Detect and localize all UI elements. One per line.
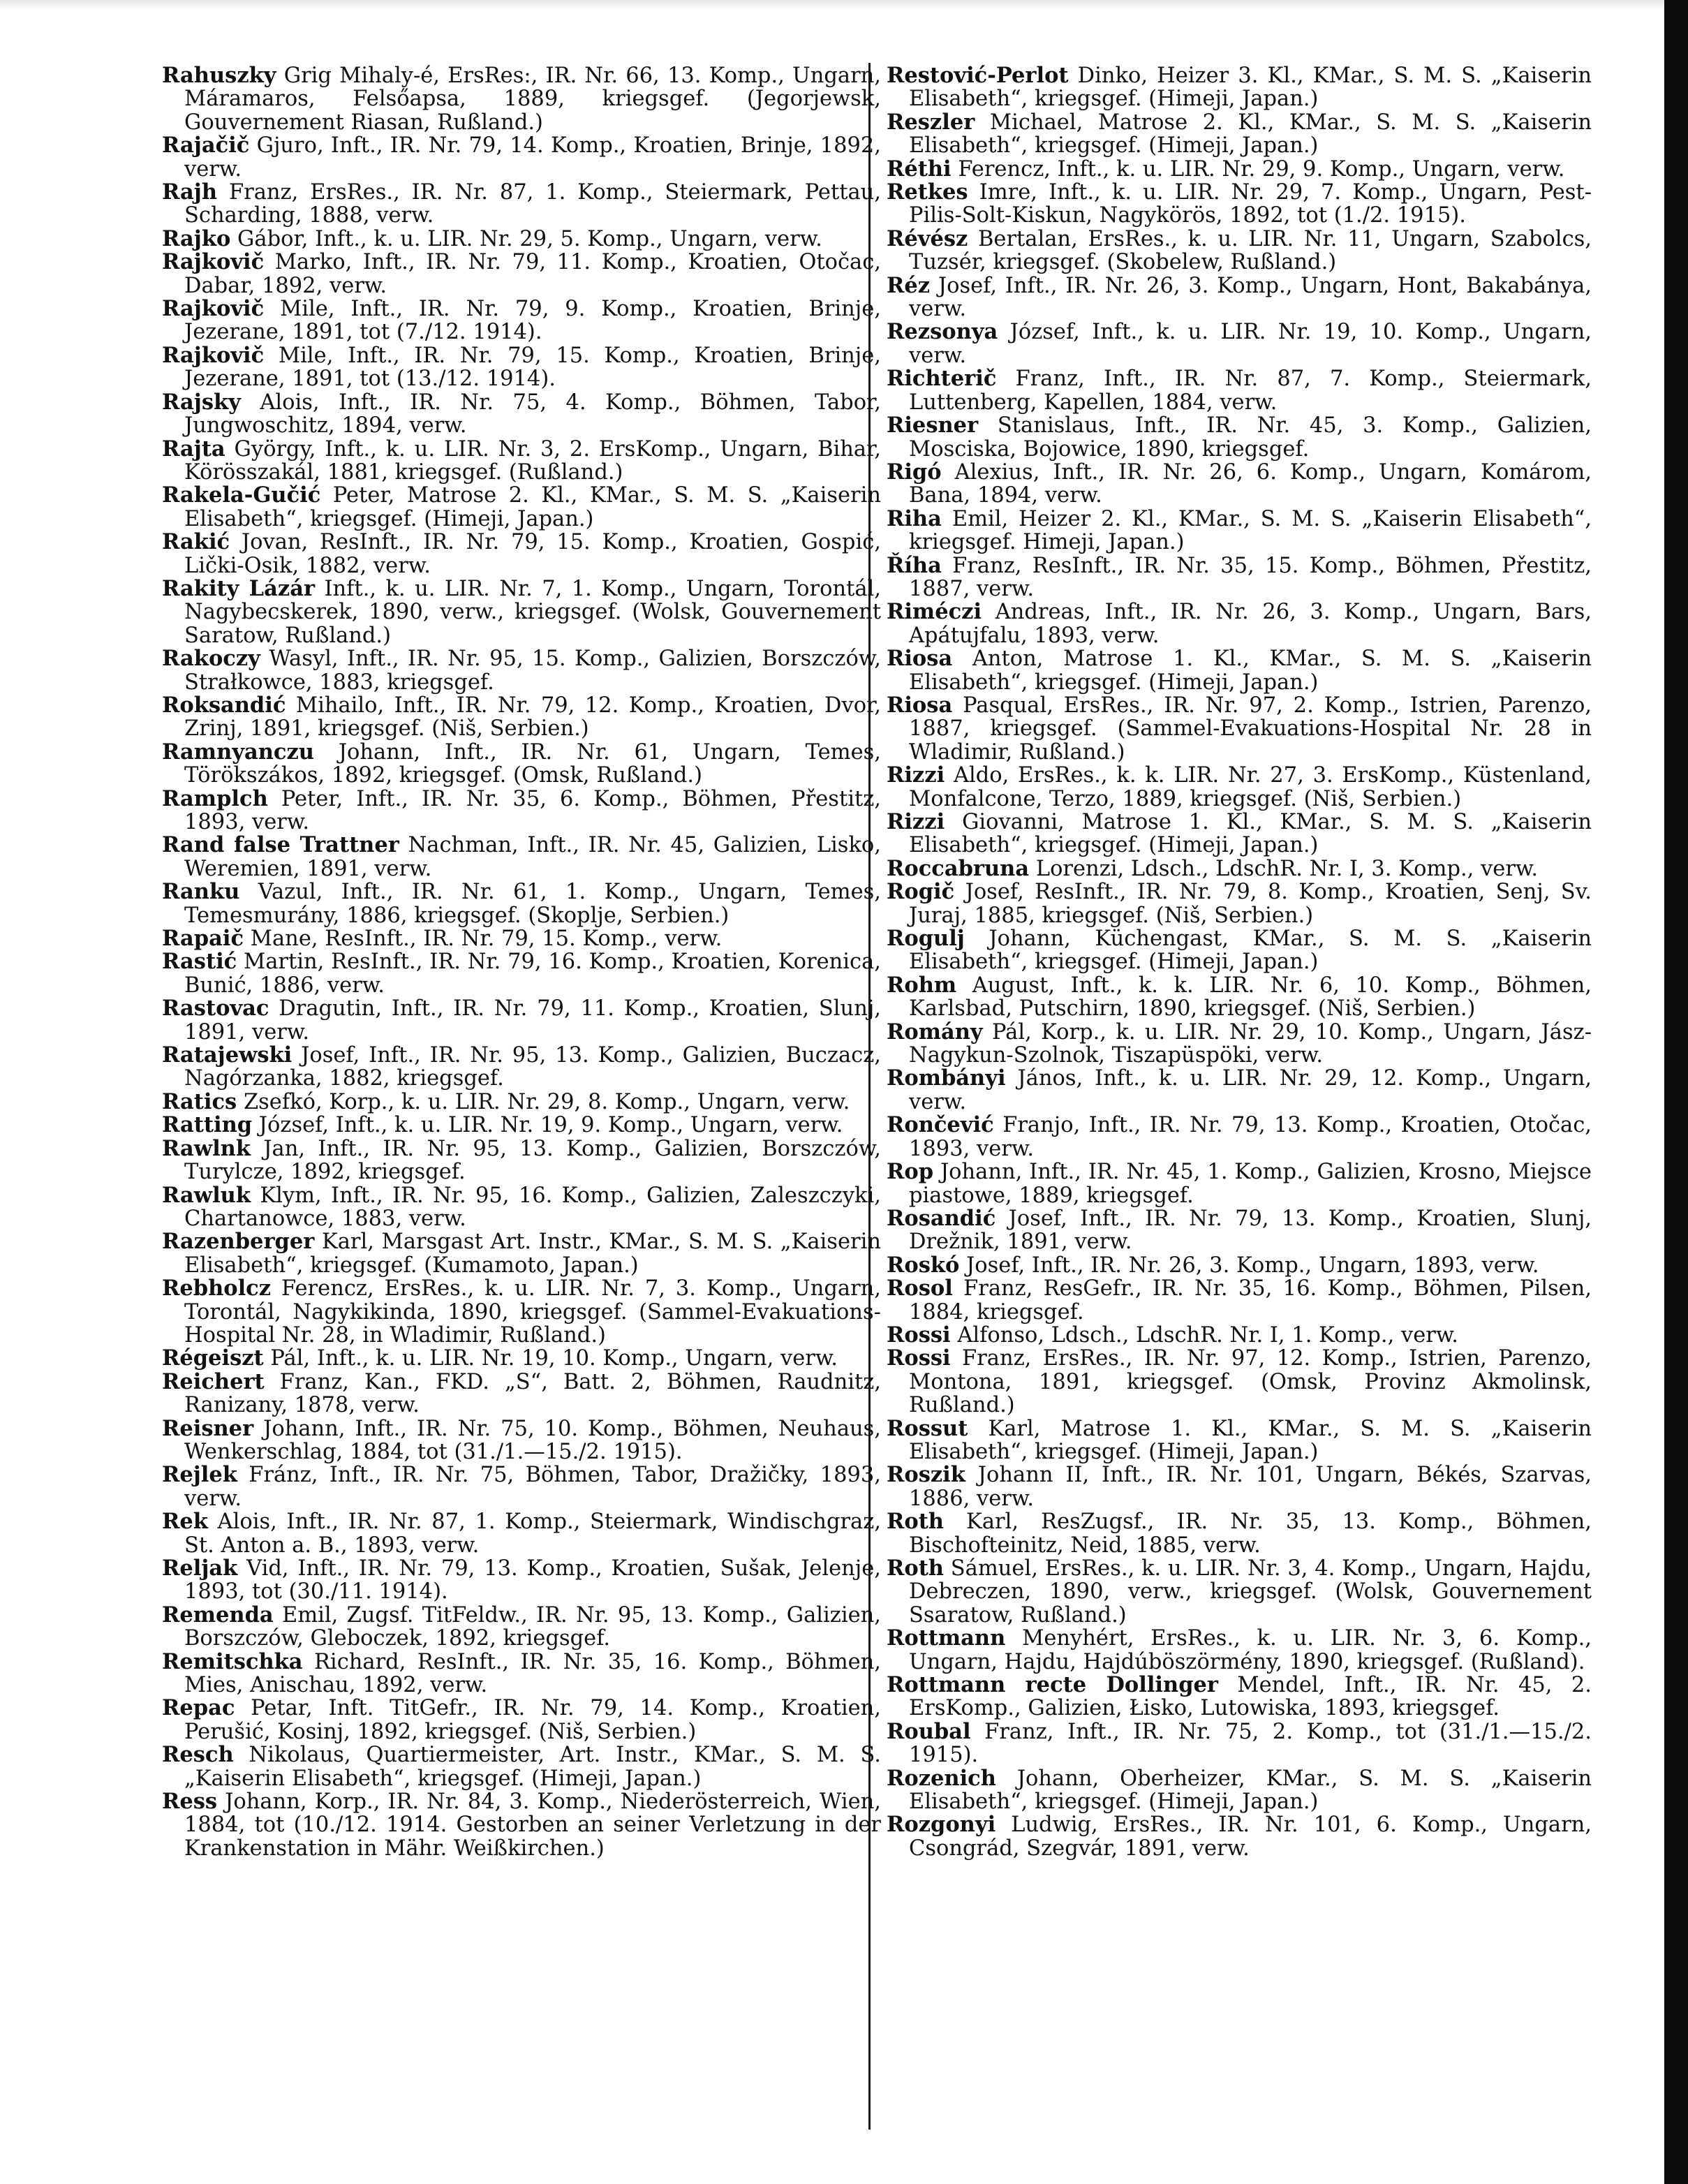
- register-entry: [162, 1790, 881, 1860]
- entry-details: Pál, Inft., k. u. LIR. Nr. 19, 10. Komp., Ungarn, verw.: [270, 1346, 838, 1371]
- register-entry: [162, 1743, 881, 1790]
- entry-details: Mihailo, Inft., IR. Nr. 79, 12. Komp., Kroatien, Dvor, Zrinj, 1891, kriegsgef. (Niš, Serbien.): [184, 693, 881, 741]
- entry-surname: Rapaič: [162, 926, 244, 952]
- entry-details: Jan, Inft., IR. Nr. 95, 13. Komp., Galizien, Borszczów, Turylcze, 1892, kriegsgef.: [184, 1136, 881, 1185]
- entry-surname: Rebholcz: [162, 1276, 272, 1301]
- register-entry: [162, 438, 881, 485]
- entry-surname: Reljak: [162, 1556, 238, 1581]
- register-entry: [887, 1347, 1592, 1417]
- entry-details: Emil, Heizer 2. Kl., KMar., S. M. S. „Kaiserin Elisabeth“, kriegsgef. Himeji, Japan.): [909, 506, 1592, 555]
- register-entry: [887, 974, 1592, 1021]
- register-entry: [887, 1767, 1592, 1814]
- entry-details: Josef, Inft., IR. Nr. 26, 3. Komp., Ungarn, Hont, Bakabánya, verw.: [909, 273, 1592, 322]
- register-entry: [162, 880, 881, 927]
- register-entry: [162, 950, 881, 997]
- register-entry: [887, 1207, 1592, 1254]
- entry-details: Inft., k. u. LIR. Nr. 7, 1. Komp., Ungarn, Torontál, Nagybecskerek, 1890, verw., kriegsgef. (Wolsk, Gouvernement Saratow, Rußland.): [184, 576, 881, 648]
- entry-surname: Rizzi: [887, 762, 945, 788]
- entry-details: Imre, Inft., k. u. LIR. Nr. 29, 7. Komp., Ungarn, Pest-Pilis-Solt-Kiskun, Nagykörös, 1892, tot (1./2. 1915).: [909, 180, 1592, 228]
- entry-surname: Roskó: [887, 1252, 960, 1278]
- entry-surname: Riosa: [887, 692, 953, 718]
- register-entry: [162, 228, 881, 251]
- register-entry: [887, 414, 1592, 461]
- entry-surname: Régeiszt: [162, 1345, 264, 1371]
- entry-details: Klym, Inft., IR. Nr. 95, 16. Komp., Galizien, Zaleszczyki, Chartanowce, 1883, verw.: [184, 1183, 881, 1231]
- entry-details: August, Inft., k. k. LIR. Nr. 6, 10. Komp., Böhmen, Karlsbad, Putschirn, 1890, kriegsgef. (Niš, Serbien.): [909, 973, 1592, 1021]
- entry-surname: Ranku: [162, 879, 240, 905]
- entry-details: Johann II, Inft., IR. Nr. 101, Ungarn, Békés, Szarvas, 1886, verw.: [909, 1463, 1592, 1511]
- entry-surname: Rončević: [887, 1112, 994, 1138]
- entry-surname: Roccabruna: [887, 855, 1030, 881]
- register-entry: [162, 1557, 881, 1604]
- entry-details: Grig Mihaly-é, ErsRes:, IR. Nr. 66, 13. Komp., Ungarn, Máramaros, Felsőapsa, 1889, kriegsgef. (Jegorjewsk, Gouvernement Riasan, Rußland.): [184, 64, 881, 135]
- entry-surname: Rottmann recte Dollinger: [887, 1672, 1218, 1698]
- register-entry: [162, 64, 881, 134]
- entry-details: Emil, Zugsf. TitFeldw., IR. Nr. 95, 13. Komp., Galizien, Borszczów, Gleboczek, 1892, kriegsgef.: [184, 1602, 881, 1651]
- register-entry: [162, 1091, 881, 1114]
- entry-surname: Rakela-Gučić: [162, 482, 321, 508]
- right-column: [887, 64, 1592, 1860]
- entry-details: Menyhért, ErsRes., k. u. LIR. Nr. 3, 6. Komp., Ungarn, Hajdu, Hajdúböszörmény, 1890, kriegsgef. (Rußland).: [909, 1626, 1592, 1674]
- entry-surname: Retkes: [887, 179, 968, 205]
- entry-surname: Romány: [887, 1019, 983, 1045]
- entry-surname: Rogič: [887, 879, 955, 905]
- entry-details: Ferencz, Inft., k. u. LIR. Nr. 29, 9. Komp., Ungarn, verw.: [958, 156, 1565, 182]
- entry-details: Marko, Inft., IR. Nr. 79, 11. Komp., Kroatien, Otočac, Dabar, 1892, verw.: [184, 250, 881, 298]
- entry-surname: Rottmann: [887, 1625, 1006, 1651]
- entry-details: Zsefkó, Korp., k. u. LIR. Nr. 29, 8. Komp., Ungarn, verw.: [243, 1089, 850, 1114]
- register-entry: [162, 1044, 881, 1091]
- register-entry: [162, 181, 881, 228]
- entry-details: Franz, ResInft., IR. Nr. 35, 15. Komp., Böhmen, Přestitz, 1887, verw.: [909, 553, 1592, 601]
- entry-surname: Remenda: [162, 1602, 274, 1628]
- left-column: [162, 64, 881, 1860]
- entry-surname: Rossi: [887, 1345, 951, 1371]
- register-entry: [162, 1510, 881, 1557]
- register-entry: [162, 997, 881, 1044]
- entry-surname: Ratajewski: [162, 1042, 293, 1068]
- register-entry: [887, 1277, 1592, 1324]
- entry-details: Johann, Küchengast, KMar., S. M. S. „Kaiserin Elisabeth“, kriegsgef. (Himeji, Japan.): [909, 927, 1592, 975]
- entry-surname: Rosol: [887, 1276, 953, 1301]
- entry-details: Giovanni, Matrose 1. Kl., KMar., S. M. S. „Kaiserin Elisabeth“, kriegsgef. (Himeji, Japan.): [909, 810, 1592, 858]
- register-entry: [887, 111, 1592, 158]
- entry-surname: Rajkovič: [162, 249, 265, 275]
- entry-surname: Resch: [162, 1742, 234, 1768]
- entry-details: Franz, Kan., FKD. „S“, Batt. 2, Böhmen, Raudnitz, Ranizany, 1878, verw.: [184, 1369, 881, 1418]
- entry-surname: Rek: [162, 1509, 208, 1535]
- entry-surname: Richterič: [887, 366, 997, 392]
- entry-surname: Ramnyanczu: [162, 739, 314, 765]
- entry-surname: Rakity Lázár: [162, 575, 316, 601]
- register-entry: [887, 1254, 1592, 1277]
- register-entry: [887, 554, 1592, 601]
- register-entry: [162, 834, 881, 880]
- entry-details: Ferencz, ErsRes., k. u. LIR. Nr. 7, 3. Komp., Ungarn, Torontál, Nagykikinda, 1890, kriegsgef. (Sammel-Evakuations-Hospital Nr. 28, in Wladimir, Rußland.): [184, 1276, 881, 1348]
- entry-details: Peter, Matrose 2. Kl., KMar., S. M. S. „Kaiserin Elisabeth“, kriegsgef. (Himeji, Japan.): [184, 483, 881, 531]
- entry-details: Karl, Matrose 1. Kl., KMar., S. M. S. „Kaiserin Elisabeth“, kriegsgef. (Himeji, Japan.): [909, 1416, 1592, 1464]
- register-entry: [887, 1324, 1592, 1347]
- entry-details: Karl, Marsgast Art. Instr., KMar., S. M. S. „Kaiserin Elisabeth“, kriegsgef. (Kumamoto, Japan.): [184, 1230, 881, 1278]
- entry-surname: Razenberger: [162, 1229, 315, 1255]
- entry-surname: Ramplch: [162, 785, 268, 811]
- register-entry: [162, 1368, 881, 1418]
- entry-surname: Réz: [887, 272, 931, 298]
- entry-surname: Roth: [887, 1556, 944, 1581]
- register-entry: [887, 274, 1592, 321]
- register-entry: [887, 320, 1592, 367]
- register-entry: [887, 694, 1592, 764]
- entry-surname: Roszik: [887, 1462, 965, 1488]
- register-entry: [887, 927, 1592, 974]
- entry-surname: Rakoczy: [162, 646, 260, 672]
- entry-surname: Rizzi: [887, 809, 945, 834]
- entry-surname: Rawlnk: [162, 1135, 251, 1161]
- register-entry: [162, 694, 881, 741]
- register-entry: [162, 251, 881, 297]
- register-entry: [887, 1627, 1592, 1674]
- register-entry: [887, 647, 1592, 694]
- register-entry: [887, 1067, 1592, 1114]
- entry-details: Andreas, Inft., IR. Nr. 26, 3. Komp., Ungarn, Bars, Apátujfalu, 1893, verw.: [909, 600, 1592, 648]
- register-entry: [887, 461, 1592, 508]
- entry-surname: Rawluk: [162, 1182, 251, 1208]
- entry-surname: Riosa: [887, 646, 953, 672]
- entry-details: Mane, ResInft., IR. Nr. 79, 15. Komp., verw.: [250, 927, 723, 952]
- entry-details: Sámuel, ErsRes., k. u. LIR. Nr. 3, 4. Komp., Ungarn, Hajdu, Debreczen, 1890, verw., kriegsgef. (Wolsk, Gouvernement Ssaratow, Rußland.): [909, 1556, 1592, 1628]
- entry-surname: Rohm: [887, 972, 957, 998]
- register-entry: [887, 1417, 1592, 1464]
- entry-details: Lorenzi, Ldsch., LdschR. Nr. I, 3. Komp., verw.: [1035, 856, 1539, 881]
- register-entry: [162, 531, 881, 577]
- entry-surname: Riha: [887, 506, 942, 531]
- entry-surname: Rand false Trattner: [162, 832, 399, 858]
- entry-details: Franz, Inft., IR. Nr. 87, 7. Komp., Steiermark, Luttenberg, Kapellen, 1884, verw.: [909, 367, 1592, 415]
- register-entry: [162, 741, 881, 788]
- register-entry: [887, 880, 1592, 927]
- register-entry: [887, 1021, 1592, 1068]
- entry-details: Nikolaus, Quartiermeister, Art. Instr., KMar., S. M. S. „Kaiserin Elisabeth“, kriegsgef. (Himeji, Japan.): [184, 1743, 881, 1791]
- register-entry: [887, 1557, 1592, 1627]
- entry-surname: Rozgonyi: [887, 1812, 996, 1838]
- entry-details: Petar, Inft. TitGefr., IR. Nr. 79, 14. Komp., Kroatien, Perušić, Kosinj, 1892, kriegsgef. (Niš, Serbien.): [184, 1696, 881, 1744]
- entry-details: József, Inft., k. u. LIR. Nr. 19, 10. Komp., Ungarn, verw.: [909, 320, 1592, 368]
- entry-details: Alfonso, Ldsch., LdschR. Nr. I, 1. Komp., verw.: [957, 1322, 1459, 1348]
- entry-details: Johann, Korp., IR. Nr. 84, 3. Komp., Niederösterreich, Wien, 1884, tot (10./12. 1914. Gestorben an seiner Verletzung in der Krankenstation in Mähr. Weißkirchen.): [184, 1790, 881, 1861]
- register-entry: [887, 1160, 1592, 1207]
- entry-details: Stanislaus, Inft., IR. Nr. 45, 3. Komp., Galizien, Mosciska, Bojowice, 1890, kriegsgef.: [909, 413, 1592, 462]
- entry-details: Alois, Inft., IR. Nr. 75, 4. Komp., Böhmen, Tabor, Jungwoschitz, 1894, verw.: [184, 390, 881, 438]
- entry-surname: Reisner: [162, 1415, 254, 1441]
- entry-details: György, Inft., k. u. LIR. Nr. 3, 2. ErsKomp., Ungarn, Bihar, Körösszakál, 1881, kriegsgef. (Rußland.): [184, 436, 881, 485]
- entry-surname: Restović-Perlot: [887, 63, 1069, 88]
- entry-surname: Říha: [887, 552, 942, 578]
- entry-surname: Rozenich: [887, 1765, 996, 1791]
- register-entry: [162, 1648, 881, 1698]
- entry-details: Franz, Inft., IR. Nr. 75, 2. Komp., tot (31./1.—15./2. 1915).: [909, 1719, 1592, 1768]
- register-entry: [887, 181, 1592, 228]
- entry-surname: Rakić: [162, 529, 230, 555]
- register-entry: [162, 297, 881, 344]
- entry-details: Wasyl, Inft., IR. Nr. 95, 15. Komp., Galizien, Borszczów, Strałkowce, 1883, kriegsgef.: [184, 647, 881, 695]
- entry-details: Franjo, Inft., IR. Nr. 79, 13. Komp., Kroatien, Otočac, 1893, verw.: [909, 1113, 1592, 1161]
- entry-details: Fránz, Inft., IR. Nr. 75, Böhmen, Tabor, Dražičky, 1893, verw.: [184, 1463, 881, 1511]
- entry-details: Franz, ResGefr., IR. Nr. 35, 16. Komp., Böhmen, Pilsen, 1884, kriegsgef.: [909, 1276, 1592, 1325]
- entry-surname: Ratting: [162, 1112, 253, 1138]
- entry-details: Mendel, Inft., IR. Nr. 45, 2. ErsKomp., Galizien, Łisko, Lutowiska, 1893, kriegsgef.: [909, 1673, 1592, 1721]
- entry-details: Johann, Inft., IR. Nr. 45, 1. Komp., Galizien, Krosno, Miejsce piastowe, 1889, kriegsgef.: [909, 1160, 1592, 1208]
- entry-surname: Rosandić: [887, 1205, 996, 1231]
- entry-surname: Reszler: [887, 109, 975, 135]
- entry-details: Mile, Inft., IR. Nr. 79, 9. Komp., Kroatien, Brinje, Jezerane, 1891, tot (7./12. 1914).: [184, 297, 881, 345]
- register-entry: [887, 600, 1592, 647]
- entry-details: Peter, Inft., IR. Nr. 35, 6. Komp., Böhmen, Přestitz, 1893, verw.: [184, 786, 881, 834]
- entry-surname: Rejlek: [162, 1462, 237, 1488]
- register-entry: [162, 344, 881, 391]
- entry-surname: Rajko: [162, 226, 231, 251]
- register-entry: [162, 1463, 881, 1510]
- entry-surname: Ress: [162, 1789, 218, 1815]
- entry-details: Anton, Matrose 1. Kl., KMar., S. M. S. „Kaiserin Elisabeth“, kriegsgef. (Himeji, Japan.): [909, 647, 1592, 695]
- register-entry: [887, 64, 1592, 111]
- entry-details: Gábor, Inft., k. u. LIR. Nr. 29, 5. Komp., Ungarn, verw.: [237, 226, 822, 251]
- entry-details: Alois, Inft., IR. Nr. 87, 1. Komp., Steiermark, Windischgraz, St. Anton a. B., 1893, verw.: [184, 1510, 882, 1558]
- entry-surname: Rigó: [887, 459, 942, 485]
- entry-details: Martin, ResInft., IR. Nr. 79, 16. Komp., Kroatien, Korenica, Bunić, 1886, verw.: [184, 950, 881, 998]
- register-entry: [887, 1674, 1592, 1720]
- entry-surname: Roksandić: [162, 692, 286, 718]
- entry-surname: Riesner: [887, 413, 979, 438]
- register-entry: [887, 158, 1592, 181]
- register-entry: [162, 1697, 881, 1743]
- entry-surname: Rezsonya: [887, 319, 998, 345]
- scan-border-right: [1664, 0, 1688, 2184]
- entry-surname: Rastovac: [162, 996, 269, 1021]
- entry-details: Dragutin, Inft., IR. Nr. 79, 11. Komp., Kroatien, Slunj, 1891, verw.: [184, 996, 881, 1045]
- entry-details: Franz, ErsRes., IR. Nr. 97, 12. Komp., Istrien, Parenzo, Montona, 1891, kriegsgef. (Omsk, Provinz Akmolinsk, Rußland.): [909, 1346, 1592, 1418]
- entry-details: Johann, Oberheizer, KMar., S. M. S. „Kaiserin Elisabeth“, kriegsgef. (Himeji, Japan.): [909, 1766, 1592, 1815]
- entry-surname: Rahuszky: [162, 63, 276, 88]
- register-entry: [162, 647, 881, 694]
- register-entry: [162, 577, 881, 647]
- register-entry: [162, 134, 881, 181]
- entry-details: Josef, Inft., IR. Nr. 79, 13. Komp., Kroatien, Slunj, Drežnik, 1891, verw.: [909, 1206, 1592, 1255]
- entry-surname: Rajkovič: [162, 342, 265, 368]
- entry-details: József, Inft., k. u. LIR. Nr. 19, 9. Komp., Ungarn, verw.: [258, 1113, 843, 1138]
- entry-details: Alexius, Inft., IR. Nr. 26, 6. Komp., Ungarn, Komárom, Bana, 1894, verw.: [909, 459, 1592, 508]
- entry-surname: Rossi: [887, 1322, 951, 1348]
- register-entry: [887, 1813, 1592, 1860]
- entry-surname: Repac: [162, 1695, 235, 1721]
- entry-details: Gjuro, Inft., IR. Nr. 79, 14. Komp., Kroatien, Brinje, 1892, verw.: [184, 133, 882, 182]
- entry-surname: Reichert: [162, 1368, 265, 1394]
- entry-details: Pasqual, ErsRes., IR. Nr. 97, 2. Komp., Istrien, Parenzo, 1887, kriegsgef. (Sammel-Evakuations-Hospital Nr. 28 in Wladimir, Rußland.): [909, 693, 1592, 765]
- entry-details: Jovan, ResInft., IR. Nr. 79, 15. Komp., Kroatien, Gospić, Lički-Osik, 1882, verw.: [184, 530, 881, 578]
- register-entry: [162, 1604, 881, 1651]
- entry-surname: Roth: [887, 1509, 944, 1535]
- entry-details: Mile, Inft., IR. Nr. 79, 15. Komp., Kroatien, Brinje, Jezerane, 1891, tot (13./12. 1914).: [184, 343, 881, 392]
- entry-surname: Rop: [887, 1159, 934, 1185]
- register-entry: [162, 1137, 881, 1184]
- register-entry: [887, 857, 1592, 880]
- register-entry: [162, 1417, 881, 1464]
- entry-surname: Rajačič: [162, 133, 250, 158]
- entry-surname: Rajh: [162, 179, 218, 205]
- register-entry: [162, 1184, 881, 1231]
- register-entry: [887, 1510, 1592, 1557]
- scan-top-edge: [0, 0, 1664, 10]
- register-entry: [887, 811, 1592, 857]
- entry-details: Michael, Matrose 2. Kl., KMar., S. M. S. „Kaiserin Elisabeth“, kriegsgef. (Himeji, Japan.): [909, 110, 1592, 158]
- entry-details: Aldo, ErsRes., k. k. LIR. Nr. 27, 3. ErsKomp., Küstenland, Monfalcone, Terzo, 1889, kriegsgef. (Niš, Serbien.): [909, 763, 1592, 811]
- entry-details: Pál, Korp., k. u. LIR. Nr. 29, 10. Komp., Ungarn, Jász-Nagykun-Szolnok, Tiszapüspöki, verw.: [909, 1019, 1592, 1068]
- entry-surname: Rossut: [887, 1415, 968, 1441]
- entry-surname: Roubal: [887, 1718, 971, 1744]
- entry-details: Johann, Inft., IR. Nr. 75, 10. Komp., Böhmen, Neuhaus, Wenkerschlag, 1884, tot (31./1.—15./2. 1915).: [184, 1416, 881, 1464]
- entry-surname: Ratics: [162, 1089, 237, 1114]
- entry-details: János, Inft., k. u. LIR. Nr. 29, 12. Komp., Ungarn, verw.: [909, 1066, 1592, 1114]
- register-entry: [887, 228, 1592, 274]
- register-entry: [887, 764, 1592, 811]
- entry-details: Bertalan, ErsRes., k. u. LIR. Nr. 11, Ungarn, Szabolcs, Tuzsér, kriegsgef. (Skobelew, Rußland.): [909, 226, 1592, 275]
- entry-surname: Rastić: [162, 949, 237, 975]
- register-entry: [162, 1230, 881, 1277]
- register-entry: [162, 1277, 881, 1347]
- register-entry: [162, 391, 881, 438]
- entry-details: Josef, Inft., IR. Nr. 95, 13. Komp., Galizien, Buczacz, Nagórzanka, 1882, kriegsgef.: [184, 1043, 881, 1091]
- entry-surname: Rajsky: [162, 389, 241, 415]
- entry-details: Nachman, Inft., IR. Nr. 45, Galizien, Lisko, Weremien, 1891, verw.: [184, 833, 881, 881]
- register-entry: [887, 1463, 1592, 1510]
- register-entry: [887, 1114, 1592, 1160]
- entry-details: Vid, Inft., IR. Nr. 79, 13. Komp., Kroatien, Sušak, Jelenje, 1893, tot (30./11. 1914).: [184, 1556, 881, 1604]
- entry-details: Franz, ErsRes., IR. Nr. 87, 1. Komp., Steiermark, Pettau, Scharding, 1888, verw.: [184, 180, 881, 228]
- register-entry: [162, 484, 881, 531]
- entry-surname: Rombányi: [887, 1065, 1006, 1091]
- register-entry: [887, 367, 1592, 414]
- register-entry: [162, 785, 881, 834]
- entry-details: Ludwig, ErsRes., IR. Nr. 101, 6. Komp., Ungarn, Csongrád, Szegvár, 1891, verw.: [909, 1813, 1592, 1861]
- entry-details: Vazul, Inft., IR. Nr. 61, 1. Komp., Ungarn, Temes, Temesmurány, 1886, kriegsgef. (Skoplje, Serbien.): [184, 880, 882, 928]
- entry-surname: Rajta: [162, 436, 225, 462]
- register-entry: [887, 508, 1592, 554]
- register-entry: [162, 927, 881, 950]
- entry-surname: Remitschka: [162, 1648, 303, 1674]
- entry-surname: Rogulj: [887, 926, 965, 952]
- entry-surname: Révész: [887, 226, 968, 251]
- entry-details: Richard, ResInft., IR. Nr. 35, 16. Komp., Böhmen, Mies, Anischau, 1892, verw.: [184, 1649, 881, 1698]
- register-entry: [162, 1114, 881, 1137]
- entry-details: Dinko, Heizer 3. Kl., KMar., S. M. S. „Kaiserin Elisabeth“, kriegsgef. (Himeji, Japan.): [909, 64, 1592, 112]
- entry-surname: Rajkovič: [162, 296, 265, 322]
- entry-details: Josef, ResInft., IR. Nr. 79, 8. Komp., Kroatien, Senj, Sv. Juraj, 1885, kriegsgef. (Niš, Serbien.): [909, 880, 1592, 928]
- entry-details: Karl, ResZugsf., IR. Nr. 35, 13. Komp., Böhmen, Bischofteinitz, Neid, 1885, verw.: [909, 1510, 1592, 1558]
- entry-details: Johann, Inft., IR. Nr. 61, Ungarn, Temes, Törökszákos, 1892, kriegsgef. (Omsk, Rußland.): [184, 739, 881, 788]
- entry-surname: Riméczi: [887, 599, 982, 625]
- register-entry: [162, 1347, 881, 1370]
- entry-surname: Réthi: [887, 156, 952, 182]
- entry-details: Josef, Inft., IR. Nr. 26, 3. Komp., Ungarn, 1893, verw.: [966, 1253, 1539, 1278]
- register-entry: [887, 1720, 1592, 1767]
